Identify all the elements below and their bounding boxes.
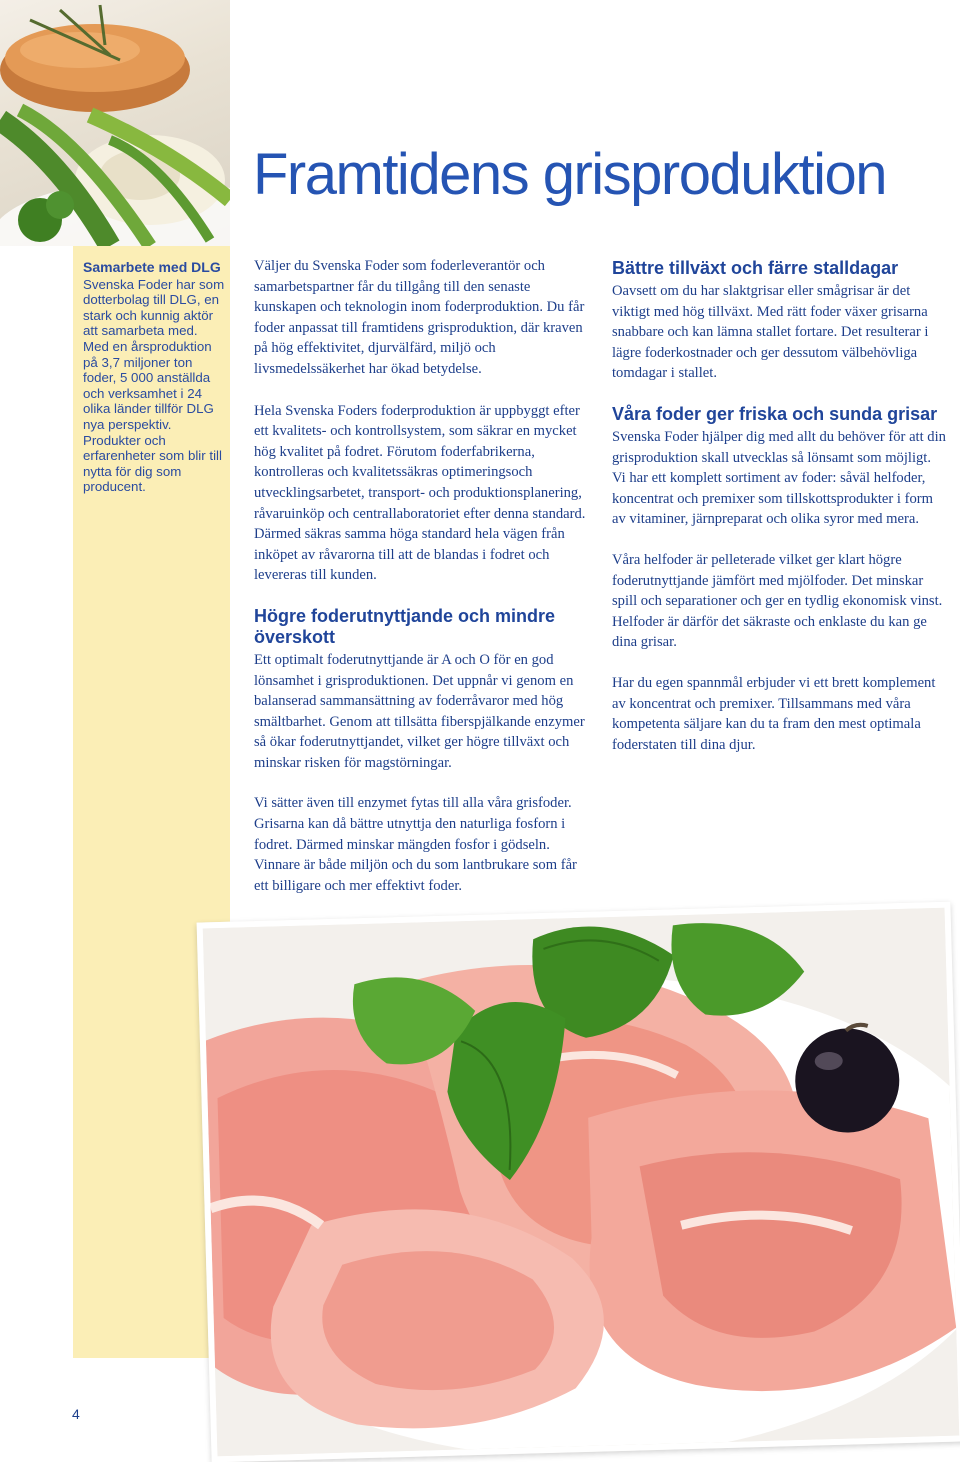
middle-paragraph-4: Vi sätter även till enzymet fytas till alla våra grisfoder. Grisarna kan då bättre utnyttja den naturliga fosforn i fodret. Därmed minskar mängden fosfor i gödseln. Vinnare är både miljön och du som lantbrukare som får ett billigare och mer effektivt foder. — [254, 795, 577, 894]
sidebar-heading: Samarbete med DLG — [83, 259, 221, 275]
prosciutto-basil-olive-image — [203, 908, 959, 1457]
plated-pork-image — [0, 0, 230, 246]
right-heading-2: Våra foder ger friska och sunda grisar — [612, 403, 938, 424]
right-paragraph-3: Våra helfoder är pelleterade vilket ger klart högre foderutnyttjande jämfört med mjölfoder. Det minskar spill och separationer och ger en tydlig ekonomisk vinst. Helfoder är därför det säkraste och enklaste du kan ge dina grisar. — [612, 551, 943, 651]
middle-paragraph-3: Ett optimalt foderutnyttjande är A och O för en god lönsamhet i grisproduktionen. Det uppnår vi genom en balanserad sammansättning av foderråvaror med hög smältbarhet. Genom att tillsätta fiberspjälkande enzymer så ökar foderutnyttjandet, vilket ger högre tillväxt och minskar risken för magstörningar. — [254, 651, 585, 771]
sidebar-body: Svenska Foder har som dotterbolag till DLG, en stark och kunnig aktör att samarbeta med. Med en årsproduktion på 3,7 miljoner ton foder, 5 000 anställda och verksamhet i 24 olika länder tillför DLG nya perspektiv. Produkter och erfarenheter som blir till nytta för dig som producent. — [83, 276, 225, 495]
ham-photo — [197, 902, 960, 1462]
right-paragraph-1: Oavsett om du har slaktgrisar eller smågrisar är det viktigt med hög tillväxt. Med rätt foder växer grisarna snabbare och kan lämna stallet fortare. Det resulterar i lägre foderkostnader och ger dessutom välbehövliga tomdagar i stallet. — [612, 283, 929, 382]
right-column — [612, 258, 948, 775]
page-title: Framtidens grisproduktion — [253, 142, 887, 207]
middle-heading: Högre foderutnyttjande och mindre överskott — [254, 605, 556, 647]
right-paragraph-4: Har du egen spannmål erbjuder vi ett brett komplement av koncentrat och premixer. Tillsammans med våra kompetenta säljare kan du ta fram den mest optimala foderstaten till dina djur. — [612, 674, 936, 753]
food-photo-top — [0, 0, 230, 246]
middle-paragraph-2: Hela Svenska Foders foderproduktion är uppbyggt efter ett kvalitets- och kontrollsystem, som säkrar en mycket hög kvalitet på fodret. Förutom foderfabrikerna, kontrolleras och kvalitetssäkras optimeringsoch utvecklingsarbetet, transport- och produktionsplanering, råvaruinköp och centrallaboratoriet efter denna standard. Därmed säkras samma höga standard hela vägen från inköpet av råvarorna till att de blandas i fodret och levereras till kunden. — [254, 402, 586, 584]
middle-paragraph-1: Väljer du Svenska Foder som foderleverantör och samarbetspartner får du tillgång till den senaste kunskapen och teknologin inom foderproduktion. Du får foder anpassat till framtidens grisproduktion, där kraven på hög effektivitet, djurvälfärd, miljö och livsmedelssäkerhet har ökad betydelse. — [254, 258, 585, 377]
middle-column — [254, 256, 592, 916]
sidebar-text — [83, 260, 226, 495]
right-heading-1: Bättre tillväxt och färre stalldagar — [612, 258, 899, 278]
page-number: 4 — [72, 1406, 80, 1422]
right-paragraph-2: Svenska Foder hjälper dig med allt du behöver för att din grisproduktion skall utvecklas så lönsamt som möjligt. Vi har ett komplett sortiment av foder: såväl helfoder, koncentrat och premixer som tillskottsprodukter i form av vitaminer, järnpreparat och olika syror med mera. — [612, 428, 946, 528]
